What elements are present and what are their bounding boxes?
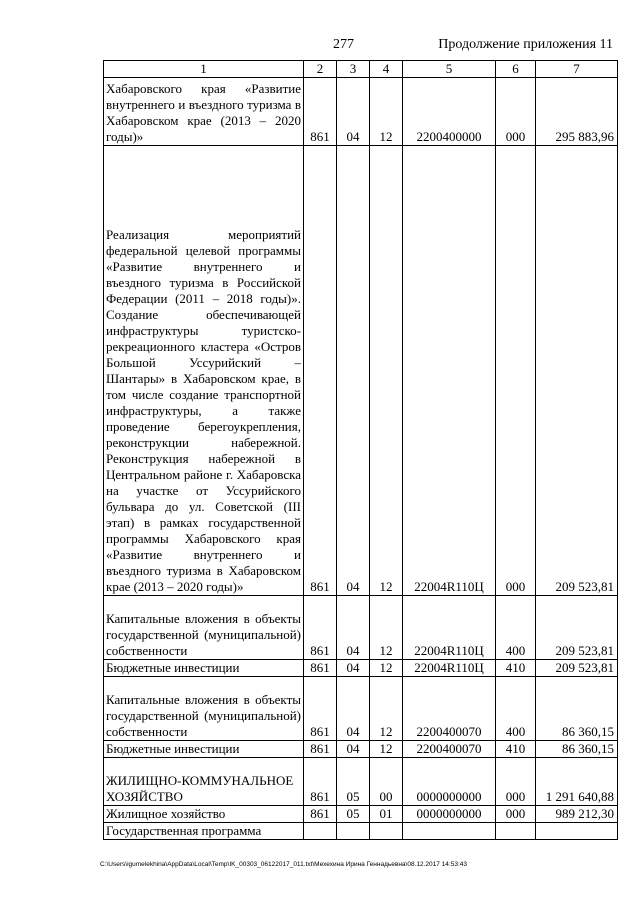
row-admin-code: 861 — [304, 806, 337, 823]
column-header: 6 — [496, 61, 536, 78]
row-name: Капитальные вложения в объекты государственной (муниципальной) собственности — [104, 677, 304, 741]
row-subsection: 12 — [370, 660, 403, 677]
row-section: 04 — [337, 78, 370, 146]
row-amount: 295 883,96 — [536, 78, 618, 146]
row-section: 04 — [337, 741, 370, 758]
row-subsection: 12 — [370, 78, 403, 146]
table-row — [104, 660, 618, 677]
row-section: 04 — [337, 596, 370, 660]
row-expense-type: 400 — [496, 596, 536, 660]
row-name: Хабаровского края «Развитие внутреннего и въездного туризма в Хабаровском крае (2013 – 2020 годы)» — [104, 78, 304, 146]
row-expense-type: 410 — [496, 660, 536, 677]
row-subsection: 12 — [370, 677, 403, 741]
row-expense-type: 000 — [496, 758, 536, 806]
row-admin-code: 861 — [304, 741, 337, 758]
row-expense-type: 400 — [496, 677, 536, 741]
page-caption: Продолжение приложения 11 — [438, 37, 613, 52]
column-header: 3 — [337, 61, 370, 78]
table-row — [104, 758, 618, 806]
row-amount: 209 523,81 — [536, 596, 618, 660]
row-section: 05 — [337, 758, 370, 806]
row-admin-code: 861 — [304, 78, 337, 146]
footer-file-path: C:\Users\igumelekhina\AppData\Local\Temp\IK_00303_06122017_011.txt\Мехехина Ирина Геннадьевна\08.12.2017 14:53:43 — [100, 861, 467, 868]
row-amount: 989 212,30 — [536, 806, 618, 823]
row-admin-code — [304, 823, 337, 840]
row-name: Капитальные вложения в объекты государственной (муниципальной) собственности — [104, 596, 304, 660]
row-target-article: 2200400070 — [403, 677, 496, 741]
row-expense-type: 000 — [496, 806, 536, 823]
row-expense-type: 410 — [496, 741, 536, 758]
row-admin-code: 861 — [304, 660, 337, 677]
row-amount — [536, 823, 618, 840]
row-subsection: 00 — [370, 758, 403, 806]
row-section: 04 — [337, 146, 370, 596]
table-row — [104, 596, 618, 660]
row-amount: 209 523,81 — [536, 660, 618, 677]
row-subsection: 12 — [370, 146, 403, 596]
row-section — [337, 823, 370, 840]
row-expense-type — [496, 823, 536, 840]
row-name: ЖИЛИЩНО-КОММУНАЛЬНОЕ ХОЗЯЙСТВО — [104, 758, 304, 806]
table-row — [104, 806, 618, 823]
row-target-article: 0000000000 — [403, 758, 496, 806]
row-target-article: 2200400000 — [403, 78, 496, 146]
row-admin-code: 861 — [304, 596, 337, 660]
row-section: 05 — [337, 806, 370, 823]
row-name: Государственная программа — [104, 823, 304, 840]
row-amount: 209 523,81 — [536, 146, 618, 596]
row-name: Жилищное хозяйство — [104, 806, 304, 823]
table-row — [104, 78, 618, 146]
row-subsection: 12 — [370, 596, 403, 660]
row-target-article: 2200400070 — [403, 741, 496, 758]
row-target-article: 22004R110Ц — [403, 660, 496, 677]
row-name: Реализация мероприятий федеральной целевой программы «Развитие внутреннего и въездного туризма в Российской Федерации (2011 – 2018 годы)». Создание обеспечивающей инфраструктуры туристско-рекреационного кластера «Остров Большой Уссурийский – Шантары» в Хабаровском крае, в том числе создание транспортной инфраструктуры, а также проведение берегоукрепления, реконструкции набережной. Реконструкция набережной в Центральном районе г. Хабаровска на участке от Уссурийского бульвара до ул. Советской (III этап) в рамках государственной программы Хабаровского края «Развитие внутреннего и въездного туризма в Хабаровском крае (2013 – 2020 годы)» — [104, 146, 304, 596]
column-header: 5 — [403, 61, 496, 78]
column-header: 7 — [536, 61, 618, 78]
table-row — [104, 677, 618, 741]
row-amount: 86 360,15 — [536, 741, 618, 758]
row-admin-code: 861 — [304, 758, 337, 806]
budget-table — [103, 60, 618, 840]
table-row — [104, 823, 618, 840]
row-amount: 1 291 640,88 — [536, 758, 618, 806]
row-expense-type: 000 — [496, 78, 536, 146]
row-expense-type: 000 — [496, 146, 536, 596]
table-row — [104, 146, 618, 596]
table-header-row — [104, 61, 618, 78]
row-name: Бюджетные инвестиции — [104, 741, 304, 758]
row-subsection: 01 — [370, 806, 403, 823]
page-number: 277 — [333, 37, 354, 52]
row-section: 04 — [337, 660, 370, 677]
row-name: Бюджетные инвестиции — [104, 660, 304, 677]
row-admin-code: 861 — [304, 146, 337, 596]
table-row — [104, 741, 618, 758]
row-amount: 86 360,15 — [536, 677, 618, 741]
column-header: 1 — [104, 61, 304, 78]
row-target-article: 22004R110Ц — [403, 146, 496, 596]
row-target-article — [403, 823, 496, 840]
row-admin-code: 861 — [304, 677, 337, 741]
row-target-article: 0000000000 — [403, 806, 496, 823]
column-header: 4 — [370, 61, 403, 78]
row-section: 04 — [337, 677, 370, 741]
row-subsection — [370, 823, 403, 840]
row-target-article: 22004R110Ц — [403, 596, 496, 660]
column-header: 2 — [304, 61, 337, 78]
row-subsection: 12 — [370, 741, 403, 758]
